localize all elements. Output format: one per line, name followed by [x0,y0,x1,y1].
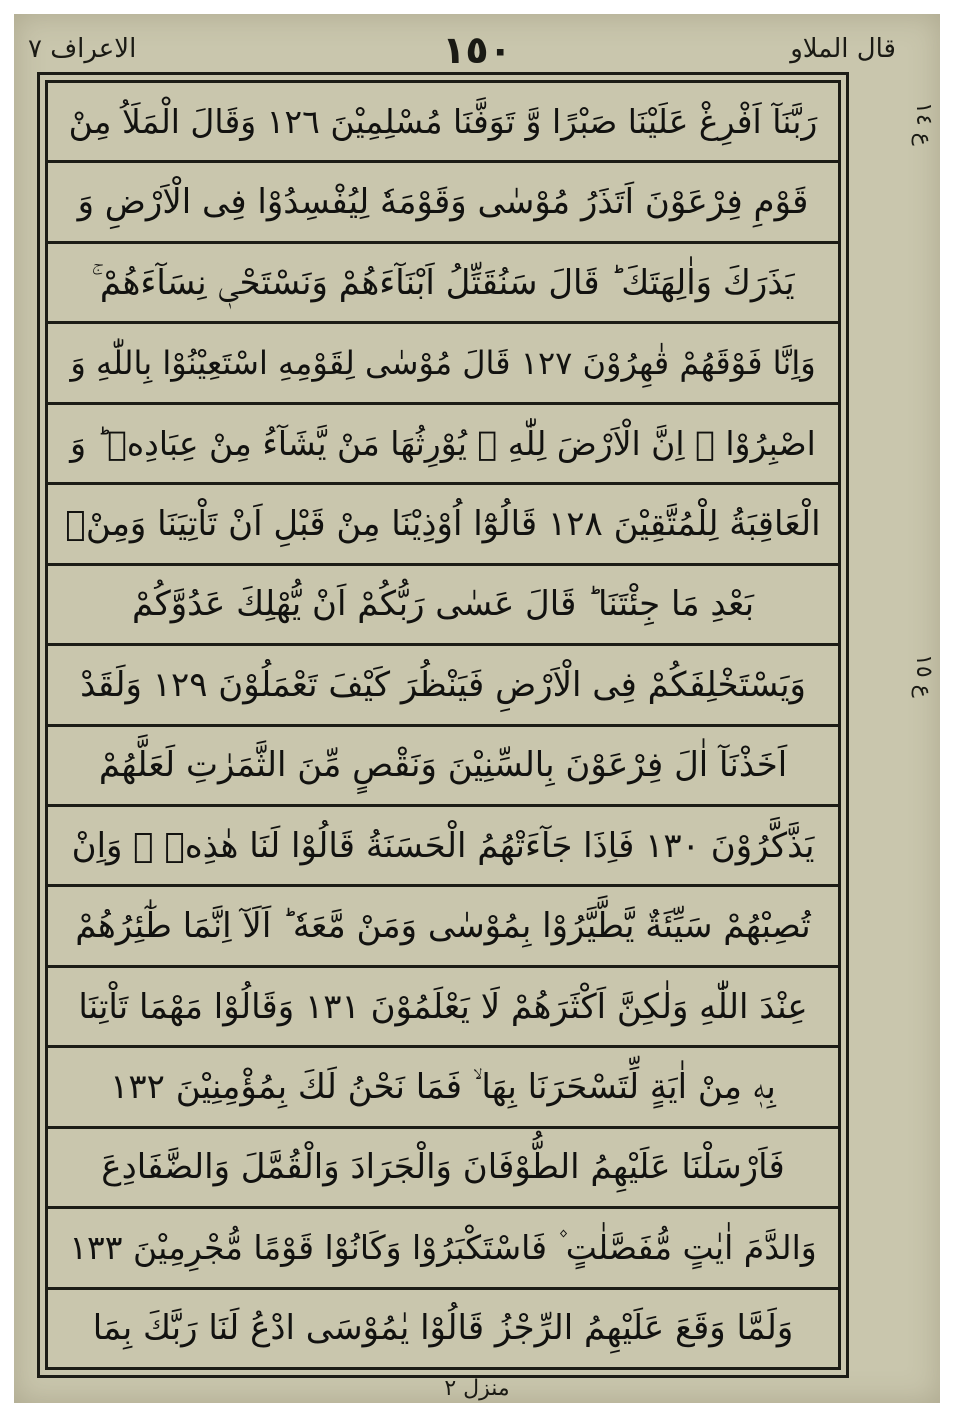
text-line: اَخَذْنَآ اٰلَ فِرْعَوْنَ بِالسِّنِيْنَ وَنَقْصٍ مِّنَ الثَّمَرٰتِ لَعَلَّهُمْ [48,727,838,807]
text-line: وَلَمَّا وَقَعَ عَلَيْهِمُ الرِّجْزُ قَالُوْا يٰمُوْسَى ادْعُ لَنَا رَبَّكَ بِمَا [92,1308,794,1349]
text-line: عِنْدَ اللّٰهِ وَلٰكِنَّ اَكْثَرَهُمْ لَا يَعْلَمُوْنَ ١٣١ وَقَالُوْا مَهْمَا تَاْتِنَا [48,968,838,1048]
text-line: رَبَّنَآ اَفْرِغْ عَلَيْنَا صَبْرًا وَّ تَوَفَّنَا مُسْلِمِيْنَ ١٢٦ وَقَالَ الْمَلَاُ مِنْ [48,83,838,163]
ruku-marker: ع ١٤ [911,102,936,146]
text-frame [45,80,841,1370]
text-line: يَذَرَكَ وَاٰلِهَتَكَ ؕ قَالَ سَنُقَتِّلُ اَبْنَآءَهُمْ وَنَسْتَحْىٖ نِسَآءَهُمْ ۚ [48,244,838,324]
page-number: ١٥٠ [442,28,512,72]
mushaf-page [14,14,940,1403]
text-line: وَالدَّمَ اٰيٰتٍ مُّفَصَّلٰتٍ ۫ فَاسْتَكْبَرُوْا وَكَانُوْا قَوْمًا مُّجْرِمِيْنَ ١٣٣ [48,1209,838,1289]
text-line: قَوْمِ فِرْعَوْنَ اَتَذَرُ مُوْسٰى وَقَوْمَهٗ لِيُفْسِدُوْا فِى الْاَرْضِ وَ [48,163,838,243]
manzil-footer: منزل ٢ [444,1376,510,1401]
page-header [14,14,940,80]
text-line: وَاِنَّا فَوْقَهُمْ قٰهِرُوْنَ ١٢٧ قَالَ مُوْسٰى لِقَوْمِهِ اسْتَعِيْنُوْا بِاللّٰهِ وَ [48,324,838,404]
juz-name: قال الملاو [790,34,896,64]
text-line: فَاَرْسَلْنَا عَلَيْهِمُ الطُّوْفَانَ وَالْجَرَادَ وَالْقُمَّلَ وَالضَّفَادِعَ [48,1129,838,1209]
text-line: بَعْدِ مَا جِئْتَنَا ؕ قَالَ عَسٰى رَبُّكُمْ اَنْ يُّهْلِكَ عَدُوَّكُمْ [48,566,838,646]
text-line: بِهٖ مِنْ اٰيَةٍ لِّتَسْحَرَنَا بِهَا ۙ فَمَا نَحْنُ لَكَ بِمُؤْمِنِيْنَ ١٣٢ [48,1048,838,1128]
text-line: وَيَسْتَخْلِفَكُمْ فِى الْاَرْضِ فَيَنْظُرَ كَيْفَ تَعْمَلُوْنَ ١٢٩ وَلَقَدْ [48,646,838,726]
text-line: يَذَّكَّرُوْنَ ١٣٠ فَاِذَا جَآءَتْهُمُ الْحَسَنَةُ قَالُوْا لَنَا هٰذِهٖ ۚ وَاِنْ [48,807,838,887]
text-line: تُصِبْهُمْ سَيِّئَةٌ يَّطَّيَّرُوْا بِمُوْسٰى وَمَنْ مَّعَهٗ ؕ اَلَآ اِنَّمَا طٰٓئِرُهُمْ [48,887,838,967]
text-line: الْعَاقِبَةُ لِلْمُتَّقِيْنَ ١٢٨ قَالُوْٓا اُوْذِيْنَا مِنْ قَبْلِ اَنْ تَاْتِيَنَا وَمِنْۢ [48,485,838,565]
text-line: اصْبِرُوْا ۚ اِنَّ الْاَرْضَ لِلّٰهِ ۙ يُوْرِثُهَا مَنْ يَّشَآءُ مِنْ عِبَادِهٖ ؕ وَ [48,405,838,485]
surah-name: الاعراف ٧ [28,34,137,64]
ruku-marker: ع ١٥ [911,654,936,698]
